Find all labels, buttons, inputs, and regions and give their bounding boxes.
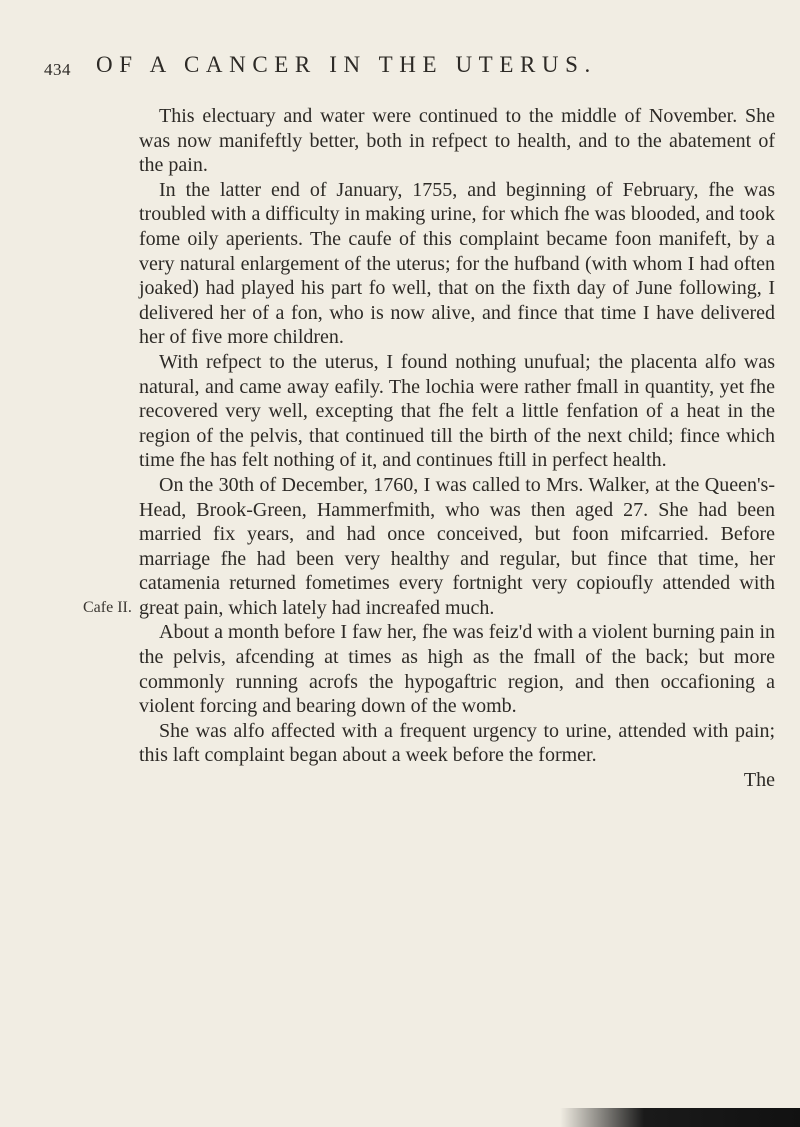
paragraph: About a month before I faw her, fhe was feiz'd with a violent burning pain in the pelvis, afcending at times as high as the fmall of the back; but more commonly running acrofs the hypogaftric region, and then occafioning a violent forcing and bearing down of the womb. [139, 621, 775, 718]
paragraph: She was alfo affected with a frequent urgency to urine, attended with pain; this laft complaint began about a week before the former. [139, 719, 775, 767]
body-text [139, 104, 775, 793]
case-margin-note: Cafe II. [83, 599, 132, 616]
page-number: 434 [44, 60, 71, 79]
running-title: OF A CANCER IN THE UTERUS. [96, 52, 597, 77]
paragraph: This electuary and water were continued to the middle of November. She was now manifeftly better, both in refpect to health, and to the abatement of the pain. [139, 105, 775, 177]
paragraph: On the 30th of December, 1760, I was called to Mrs. Walker, at the Queen's-Head, Brook-Green, Hammerfmith, who was then aged 27. She had been married fix years, and had once conceived, but foon mifcarried. Before marriage fhe had been very healthy and regular, but fince that time, her catamenia returned fometimes every fortnight very copioufly attended with great pain, which lately had increafed much. [139, 473, 775, 619]
paragraph: With refpect to the uterus, I found nothing unufual; the placenta alfo was natural, and came away eafily. The lochia were rather fmall in quantity, yet fhe recovered very well, excepting that fhe felt a little fenfation of a heat in the region of the pelvis, that continued till the birth of the next child; fince which time fhe has felt nothing of it, and continues ftill in perfect health. [139, 350, 775, 472]
catchword: The [743, 769, 775, 792]
scan-edge-shadow [560, 1108, 800, 1127]
paragraph: In the latter end of January, 1755, and beginning of February, fhe was troubled with a difficulty in making urine, for which fhe was blooded, and took fome oily aperients. The caufe of this complaint became foon manifeft, by a very natural enlargement of the uterus; for the hufband (with whom I had often joaked) had played his part fo well, that on the fixth day of June following, I delivered her of a fon, who is now alive, and fince that time I have delivered her of five more children. [139, 178, 775, 349]
